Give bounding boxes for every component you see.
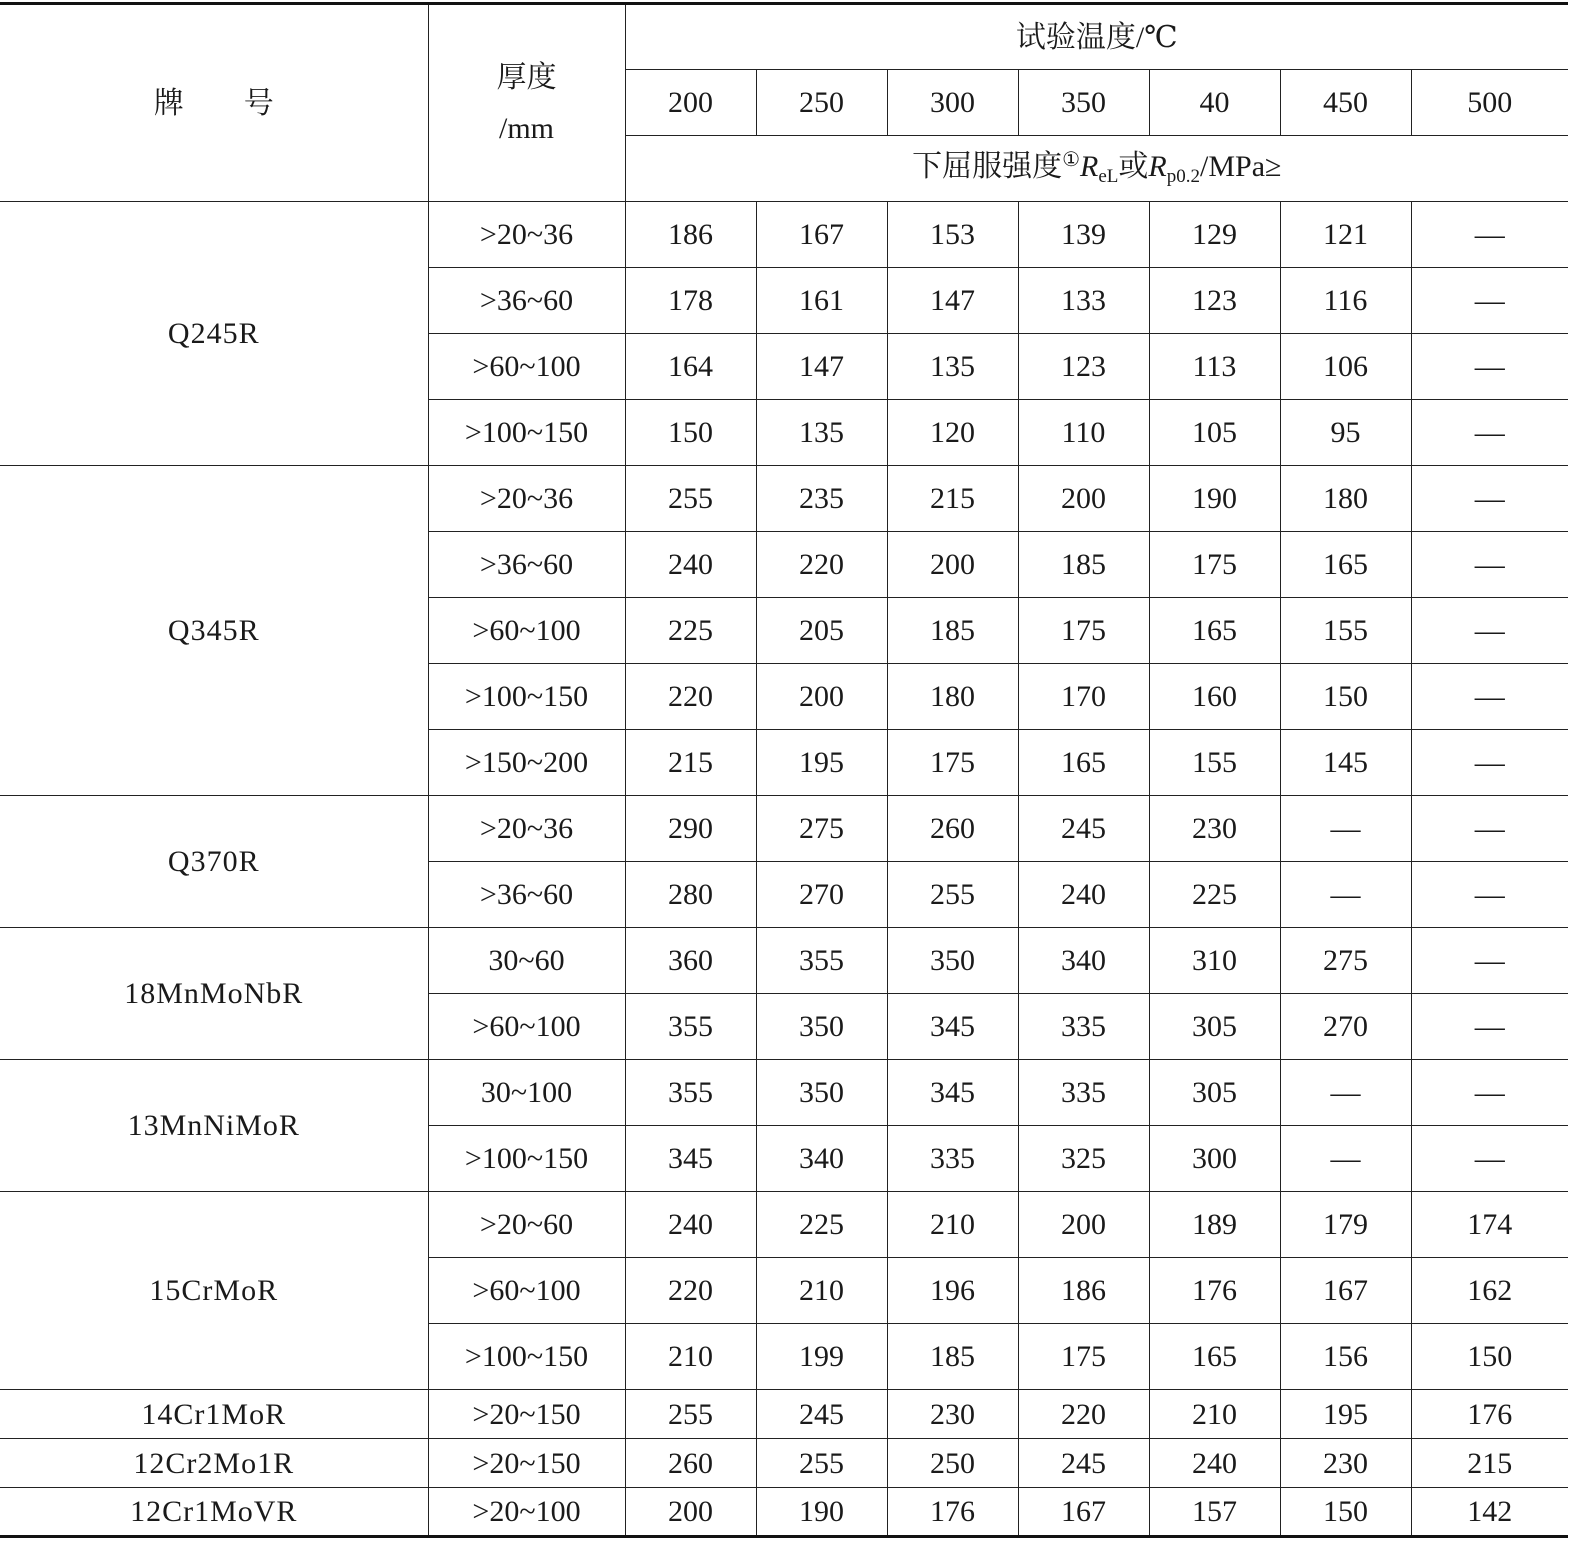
value-cell: 270 [1280,994,1411,1060]
value-cell: 200 [1018,1192,1149,1258]
thickness-cell: 30~60 [428,928,625,994]
strength-prefix: 下屈服强度 [912,150,1063,184]
thickness-cell: >100~150 [428,1324,625,1390]
value-cell: 195 [756,730,887,796]
value-cell: 153 [887,202,1018,268]
thickness-cell: >60~100 [428,994,625,1060]
value-cell: 116 [1280,268,1411,334]
value-cell: 240 [625,1192,756,1258]
value-cell: 165 [1018,730,1149,796]
value-cell: 355 [756,928,887,994]
value-cell: 260 [625,1439,756,1488]
temp-col-5: 40 [1149,70,1280,136]
value-cell: 133 [1018,268,1149,334]
value-cell: 325 [1018,1126,1149,1192]
value-cell: 340 [1018,928,1149,994]
value-cell: 305 [1149,994,1280,1060]
value-cell: 162 [1411,1258,1568,1324]
value-cell: 110 [1018,400,1149,466]
thickness-cell: >36~60 [428,268,625,334]
value-cell: — [1411,1126,1568,1192]
value-cell: 200 [887,532,1018,598]
value-cell: 255 [625,466,756,532]
value-cell: — [1411,334,1568,400]
value-cell: — [1411,268,1568,334]
table-row [0,1439,1568,1488]
strength-symbol-rel-sub: eL [1098,166,1119,188]
value-cell: 123 [1018,334,1149,400]
value-cell: 150 [625,400,756,466]
value-cell: 185 [887,1324,1018,1390]
table-body [0,202,1568,1537]
thickness-cell: >20~150 [428,1439,625,1488]
value-cell: 275 [756,796,887,862]
value-cell: 355 [625,1060,756,1126]
value-cell: 240 [1149,1439,1280,1488]
table-row [0,1390,1568,1439]
table-row [0,796,1568,862]
thickness-header [428,4,625,202]
value-cell: 176 [1411,1390,1568,1439]
value-cell: 179 [1280,1192,1411,1258]
thickness-header-line2: /mm [498,112,554,145]
footnote-mark: ① [1062,149,1081,172]
thickness-cell: >20~36 [428,466,625,532]
strength-symbol-rp-sub: p0.2 [1166,166,1200,188]
grade-cell: 12Cr1MoVR [0,1488,428,1537]
value-cell: 220 [625,664,756,730]
value-cell: — [1280,796,1411,862]
value-cell: 164 [625,334,756,400]
value-cell: 280 [625,862,756,928]
value-cell: — [1411,730,1568,796]
value-cell: 156 [1280,1324,1411,1390]
value-cell: 176 [1149,1258,1280,1324]
value-cell: 142 [1411,1488,1568,1537]
thickness-cell: >60~100 [428,598,625,664]
temp-col-4: 350 [1018,70,1149,136]
value-cell: 305 [1149,1060,1280,1126]
value-cell: 335 [1018,1060,1149,1126]
thickness-cell: >20~150 [428,1390,625,1439]
value-cell: 167 [756,202,887,268]
value-cell: 150 [1280,1488,1411,1537]
value-cell: 150 [1411,1324,1568,1390]
value-cell: 165 [1149,1324,1280,1390]
value-cell: 186 [625,202,756,268]
value-cell: 225 [756,1192,887,1258]
value-cell: 176 [887,1488,1018,1537]
thickness-cell: >100~150 [428,400,625,466]
value-cell: 145 [1280,730,1411,796]
value-cell: 186 [1018,1258,1149,1324]
value-cell: — [1411,400,1568,466]
strength-symbol-rp: R [1148,150,1167,184]
value-cell: 230 [887,1390,1018,1439]
value-cell: 123 [1149,268,1280,334]
value-cell: 190 [1149,466,1280,532]
value-cell: 290 [625,796,756,862]
value-cell: 167 [1280,1258,1411,1324]
value-cell: — [1411,928,1568,994]
value-cell: 340 [756,1126,887,1192]
thickness-cell: >100~150 [428,664,625,730]
temp-col-1: 200 [625,70,756,136]
value-cell: 355 [625,994,756,1060]
value-cell: 200 [756,664,887,730]
value-cell: — [1280,862,1411,928]
value-cell: 175 [1018,1324,1149,1390]
value-cell: 170 [1018,664,1149,730]
value-cell: — [1411,466,1568,532]
temp-col-2: 250 [756,70,887,136]
grade-header: 牌 号 [0,4,428,202]
table-row [0,928,1568,994]
grade-cell: 14Cr1MoR [0,1390,428,1439]
thickness-cell: >150~200 [428,730,625,796]
value-cell: 165 [1149,598,1280,664]
value-cell: — [1411,1060,1568,1126]
value-cell: 205 [756,598,887,664]
temperature-header: 试验温度/℃ [625,4,1568,70]
value-cell: 135 [756,400,887,466]
value-cell: 200 [1018,466,1149,532]
grade-cell: Q370R [0,796,428,928]
value-cell: 180 [1280,466,1411,532]
value-cell: 230 [1149,796,1280,862]
value-cell: 220 [1018,1390,1149,1439]
value-cell: — [1411,664,1568,730]
value-cell: 95 [1280,400,1411,466]
value-cell: 245 [1018,796,1149,862]
value-cell: 255 [625,1390,756,1439]
value-cell: 215 [887,466,1018,532]
value-cell: 113 [1149,334,1280,400]
value-cell: 175 [1018,598,1149,664]
value-cell: 147 [756,334,887,400]
value-cell: 139 [1018,202,1149,268]
value-cell: — [1280,1060,1411,1126]
value-cell: 260 [887,796,1018,862]
value-cell: 345 [625,1126,756,1192]
thickness-cell: >60~100 [428,334,625,400]
value-cell: 210 [756,1258,887,1324]
value-cell: — [1411,202,1568,268]
value-cell: 275 [1280,928,1411,994]
temp-col-7: 500 [1411,70,1568,136]
temp-col-6: 450 [1280,70,1411,136]
value-cell: 174 [1411,1192,1568,1258]
value-cell: 129 [1149,202,1280,268]
thickness-cell: >36~60 [428,532,625,598]
value-cell: 245 [756,1390,887,1439]
value-cell: 335 [887,1126,1018,1192]
value-cell: 155 [1280,598,1411,664]
table-row [0,202,1568,268]
thickness-cell: >20~36 [428,202,625,268]
value-cell: 185 [1018,532,1149,598]
table-row [0,1192,1568,1258]
value-cell: 150 [1280,664,1411,730]
value-cell: 178 [625,268,756,334]
value-cell: 195 [1280,1390,1411,1439]
value-cell: — [1411,532,1568,598]
value-cell: 185 [887,598,1018,664]
value-cell: 180 [887,664,1018,730]
thickness-cell: 30~100 [428,1060,625,1126]
value-cell: 345 [887,994,1018,1060]
value-cell: 121 [1280,202,1411,268]
table-row [0,1488,1568,1537]
grade-cell: 12Cr2Mo1R [0,1439,428,1488]
table-row [0,466,1568,532]
table-row [0,1060,1568,1126]
value-cell: 345 [887,1060,1018,1126]
value-cell: 157 [1149,1488,1280,1537]
value-cell: 106 [1280,334,1411,400]
value-cell: 210 [887,1192,1018,1258]
value-cell: 220 [756,532,887,598]
value-cell: 230 [1280,1439,1411,1488]
temp-col-3: 300 [887,70,1018,136]
grade-cell: Q345R [0,466,428,796]
strength-unit: /MPa≥ [1200,150,1282,184]
value-cell: 210 [1149,1390,1280,1439]
value-cell: 155 [1149,730,1280,796]
value-cell: 350 [756,1060,887,1126]
thickness-cell: >36~60 [428,862,625,928]
value-cell: 255 [887,862,1018,928]
thickness-header-line1: 厚度 [496,61,557,94]
value-cell: 350 [887,928,1018,994]
thickness-cell: >20~36 [428,796,625,862]
value-cell: 165 [1280,532,1411,598]
strength-or: 或 [1118,150,1149,184]
value-cell: 210 [625,1324,756,1390]
value-cell: 120 [887,400,1018,466]
value-cell: — [1280,1126,1411,1192]
value-cell: 270 [756,862,887,928]
value-cell: 199 [756,1324,887,1390]
value-cell: 105 [1149,400,1280,466]
value-cell: 215 [1411,1439,1568,1488]
value-cell: 196 [887,1258,1018,1324]
grade-cell: 13MnNiMoR [0,1060,428,1192]
value-cell: 300 [1149,1126,1280,1192]
value-cell: 190 [756,1488,887,1537]
value-cell: 147 [887,268,1018,334]
value-cell: 225 [1149,862,1280,928]
value-cell: — [1411,796,1568,862]
value-cell: 245 [1018,1439,1149,1488]
thickness-cell: >100~150 [428,1126,625,1192]
value-cell: — [1411,598,1568,664]
value-cell: 360 [625,928,756,994]
value-cell: 310 [1149,928,1280,994]
value-cell: 235 [756,466,887,532]
value-cell: — [1411,994,1568,1060]
value-cell: 350 [756,994,887,1060]
value-cell: 240 [625,532,756,598]
value-cell: — [1411,862,1568,928]
strength-symbol-rel: R [1080,150,1099,184]
value-cell: 255 [756,1439,887,1488]
value-cell: 175 [887,730,1018,796]
value-cell: 175 [1149,532,1280,598]
thickness-cell: >20~60 [428,1192,625,1258]
grade-cell: 15CrMoR [0,1192,428,1390]
table-header [0,4,1568,202]
value-cell: 189 [1149,1192,1280,1258]
value-cell: 167 [1018,1488,1149,1537]
value-cell: 335 [1018,994,1149,1060]
value-cell: 135 [887,334,1018,400]
value-cell: 220 [625,1258,756,1324]
value-cell: 161 [756,268,887,334]
thickness-cell: >60~100 [428,1258,625,1324]
value-cell: 160 [1149,664,1280,730]
value-cell: 250 [887,1439,1018,1488]
grade-cell: 18MnMoNbR [0,928,428,1060]
value-cell: 215 [625,730,756,796]
value-cell: 225 [625,598,756,664]
yield-strength-table [0,2,1568,1538]
thickness-cell: >20~100 [428,1488,625,1537]
strength-header [625,136,1568,202]
value-cell: 200 [625,1488,756,1537]
value-cell: 240 [1018,862,1149,928]
grade-cell: Q245R [0,202,428,466]
